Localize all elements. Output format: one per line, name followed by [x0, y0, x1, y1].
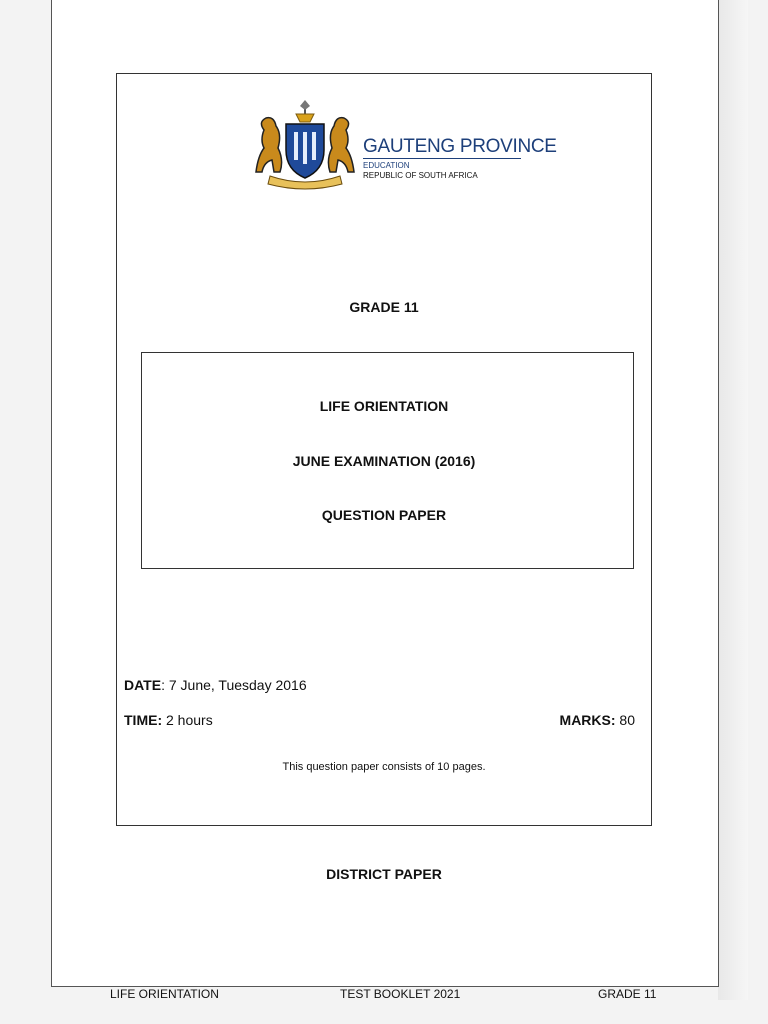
coat-of-arms-icon [250, 100, 360, 192]
page-shadow [718, 0, 748, 1000]
footer-subject: LIFE ORIENTATION [110, 987, 219, 1001]
gauteng-logo [250, 100, 557, 192]
paper-type: QUESTION PAPER [321, 507, 447, 523]
footer-booklet: TEST BOOKLET 2021 [340, 987, 461, 1001]
grade-heading: GRADE 11 [349, 299, 419, 315]
exam-title: JUNE EXAMINATION (2016) [292, 453, 476, 469]
marks-label: MARKS: [559, 712, 616, 728]
date-value: : 7 June, Tuesday 2016 [161, 677, 307, 693]
logo-subtitle-education: EDUCATION [363, 161, 410, 170]
time-row [124, 712, 213, 728]
logo-title: GAUTENG PROVINCE [363, 136, 557, 157]
pages-note: This question paper consists of 10 pages. [282, 761, 486, 773]
date-row [124, 677, 307, 693]
time-value: 2 hours [162, 712, 213, 728]
footer-grade: GRADE 11 [598, 987, 657, 1001]
marks-value: 80 [615, 712, 635, 728]
marks-row [560, 712, 635, 728]
logo-subtitle-country: REPUBLIC OF SOUTH AFRICA [363, 171, 478, 180]
logo-underline [363, 158, 521, 159]
time-label: TIME: [124, 712, 163, 728]
subject-title: LIFE ORIENTATION [319, 398, 449, 414]
date-label: DATE [124, 677, 162, 693]
district-paper-heading: DISTRICT PAPER [326, 866, 442, 882]
